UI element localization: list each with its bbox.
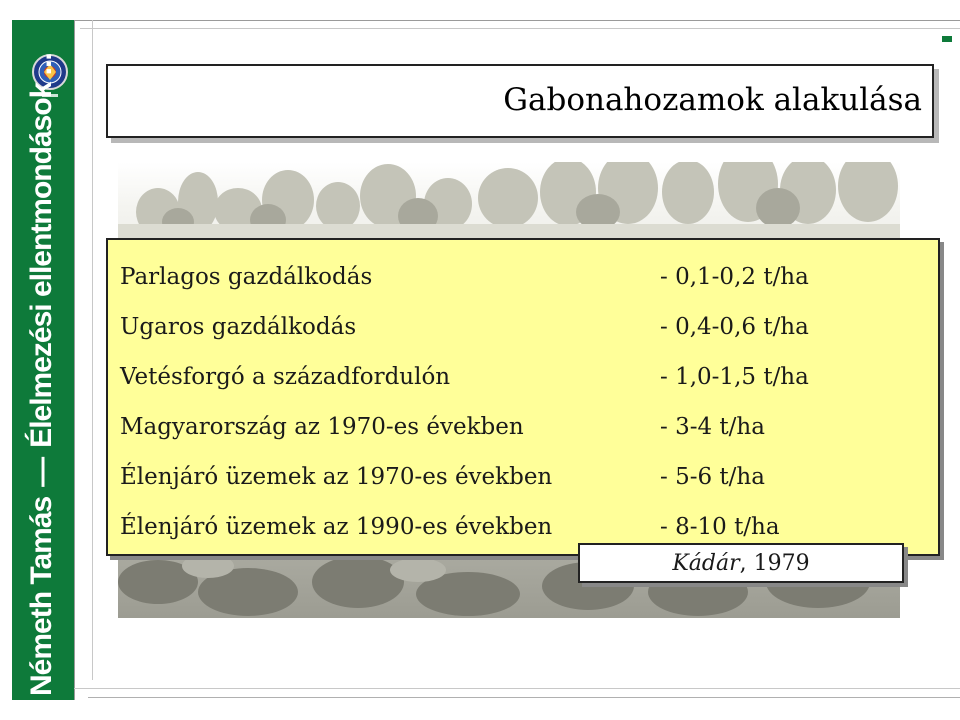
list-item <box>120 364 930 398</box>
frame-line-left-inner <box>92 20 93 680</box>
row-value: - 1,0-1,5 t/ha <box>660 364 809 390</box>
frame-line-top <box>74 20 960 21</box>
page-title: Gabonahozamok alakulása <box>503 82 922 118</box>
sidebar-subtitle: Élelmezési ellentmondások ... <box>25 53 58 448</box>
list-item <box>120 414 930 448</box>
citation-box <box>578 543 904 583</box>
sidebar-author: Németh Tamás <box>25 496 58 696</box>
row-value: - 0,1-0,2 t/ha <box>660 264 809 290</box>
sidebar-caption <box>20 16 64 700</box>
row-value: - 8-10 t/ha <box>660 514 780 540</box>
frame-line-bottom <box>74 688 960 689</box>
frame-line-bottom-outer <box>88 697 960 698</box>
sidebar-separator: — <box>25 457 58 487</box>
corner-mark <box>942 36 952 42</box>
list-item <box>120 264 930 298</box>
row-value: - 3-4 t/ha <box>660 414 765 440</box>
row-label: Élenjáró üzemek az 1990-es években <box>120 514 553 540</box>
frame-line-left <box>74 20 75 700</box>
row-value: - 0,4-0,6 t/ha <box>660 314 809 340</box>
row-label: Magyarország az 1970-es években <box>120 414 524 440</box>
citation-author: Kádár <box>672 551 740 576</box>
yield-panel <box>106 238 940 556</box>
list-item <box>120 464 930 498</box>
citation-year: , 1979 <box>739 551 810 576</box>
row-label: Élenjáró üzemek az 1970-es években <box>120 464 553 490</box>
list-item <box>120 314 930 348</box>
row-value: - 5-6 t/ha <box>660 464 765 490</box>
title-box <box>106 64 934 138</box>
frame-line-top-inner <box>80 28 960 29</box>
row-label: Parlagos gazdálkodás <box>120 264 373 290</box>
row-label: Vetésforgó a századfordulón <box>120 364 451 390</box>
row-label: Ugaros gazdálkodás <box>120 314 357 340</box>
